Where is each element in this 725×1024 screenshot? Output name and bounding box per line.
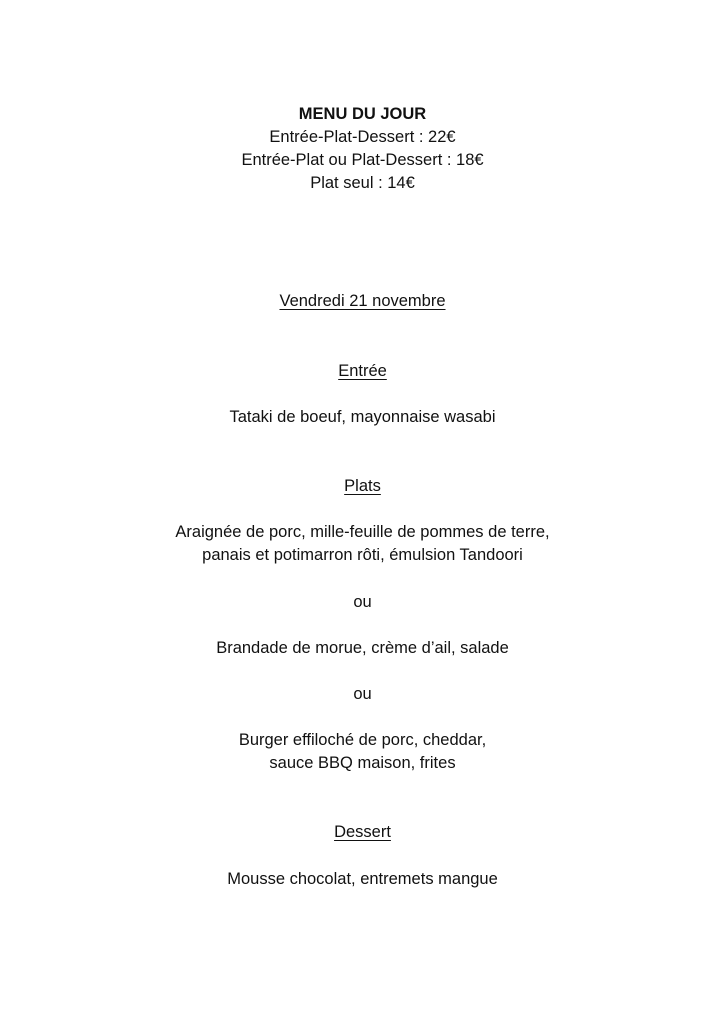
plat-item-3-line-2: sauce BBQ maison, frites [269,754,456,772]
plat-item-2: Brandade de morue, crème d’ail, salade [216,639,509,657]
price-line-full: Entrée-Plat-Dessert : 22€ [269,128,456,146]
plat-separator-2: ou [353,685,372,703]
price-line-two-courses: Entrée-Plat ou Plat-Dessert : 18€ [241,151,484,169]
entree-item: Tataki de boeuf, mayonnaise wasabi [229,408,496,426]
menu-title: MENU DU JOUR [298,105,427,123]
plat-item-1-line-1: Araignée de porc, mille-feuille de pommes de terre, [175,523,550,541]
section-heading-plats: Plats [344,477,381,495]
plat-item-1-line-2: panais et potimarron rôti, émulsion Tandoori [202,546,523,564]
dessert-item: Mousse chocolat, entremets mangue [227,870,498,888]
menu-date: Vendredi 21 novembre [279,292,446,310]
price-line-main-only: Plat seul : 14€ [310,174,415,192]
section-heading-entree: Entrée [338,362,387,380]
plat-item-3-line-1: Burger effiloché de porc, cheddar, [238,731,487,749]
section-heading-dessert: Dessert [334,823,391,841]
plat-separator-1: ou [353,593,372,611]
